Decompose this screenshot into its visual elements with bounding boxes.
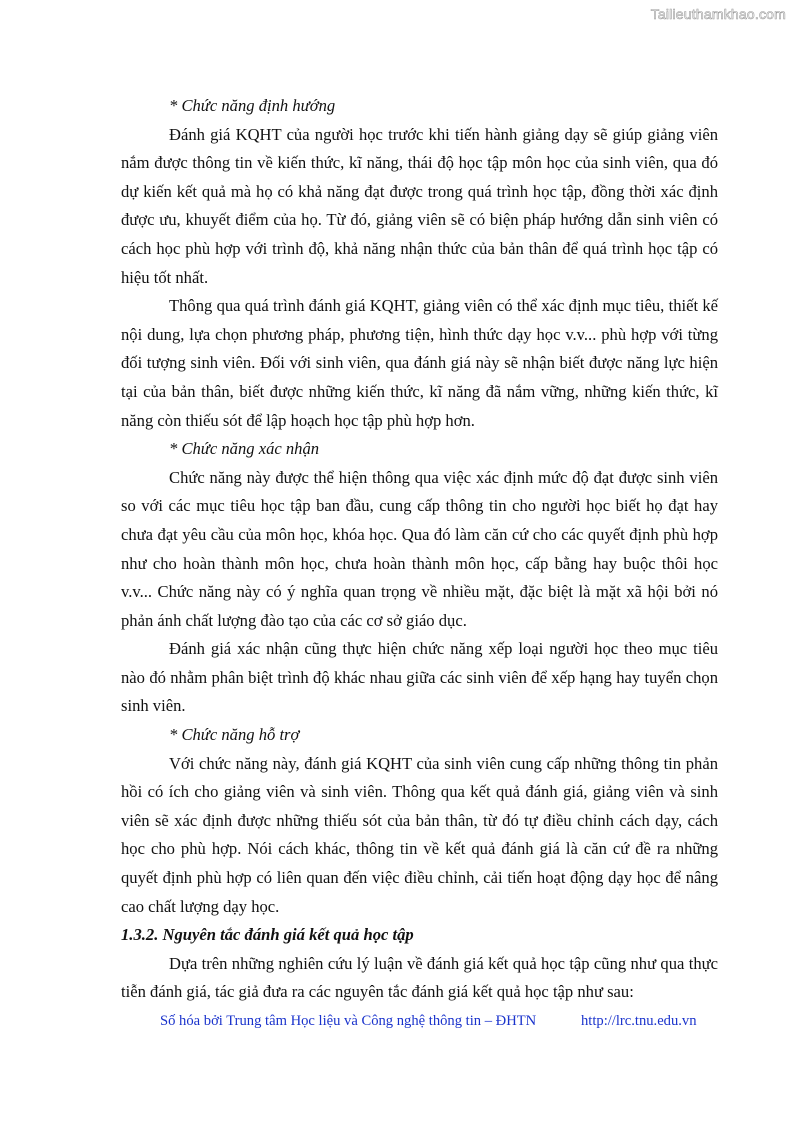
subheading-support: * Chức năng hỗ trợ <box>169 725 300 745</box>
footer-url-link[interactable]: http://lrc.tnu.edu.vn <box>581 1013 697 1029</box>
watermark-text: Tailieuthamkhao.com <box>650 6 786 22</box>
paragraph: Với chức năng này, đánh giá KQHT của sinh viên cung cấp những thông tin phản hồi có ích cho giảng viên và sinh viên. Thông qua kết quả đánh giá, giảng viên và sinh viên sẽ xác định được những thiếu sót của bản thân, từ đó tự điều chỉnh cách dạy, cách học cho phù hợp. Nói cách khác, thông tin về kết quả đánh giá là căn cứ đề ra những quyết định phù hợp có liên quan đến việc điều chỉnh, cải tiến hoạt động dạy học để nâng cao chất lượng dạy học. <box>121 753 718 916</box>
section-heading: 1.3.2. Nguyên tắc đánh giá kết quả học tập <box>121 925 414 945</box>
footer-credit: Số hóa bởi Trung tâm Học liệu và Công nghệ thông tin – ĐHTN <box>160 1013 537 1029</box>
document-body <box>121 92 718 1007</box>
subheading-confirmation: * Chức năng xác nhận <box>169 439 320 459</box>
subheading-orientation: * Chức năng định hướng <box>169 96 336 115</box>
paragraph: Dựa trên những nghiên cứu lý luận về đánh giá kết quả học tập cũng như qua thực tiễn đánh giá, tác giả đưa ra các nguyên tắc đánh giá kết quả học tập như sau: <box>121 953 718 1002</box>
paragraph: Đánh giá xác nhận cũng thực hiện chức năng xếp loại người học theo mục tiêu nào đó nhằm phân biệt trình độ khác nhau giữa các sinh viên để xếp hạng hay tuyển chọn sinh viên. <box>121 639 718 716</box>
page-footer <box>160 1013 720 1030</box>
paragraph: Đánh giá KQHT của người học trước khi tiến hành giảng dạy sẽ giúp giảng viên nắm được thông tin về kiến thức, kĩ năng, thái độ học tập môn học của sinh viên, qua đó dự kiến kết quả mà họ có khả năng đạt được trong quá trình học tập, đồng thời xác định được ưu, khuyết điểm của họ. Từ đó, giảng viên sẽ có biện pháp hướng dẫn sinh viên có cách học phù hợp với trình độ, khả năng nhận thức của bản thân để quá trình học tập có hiệu tốt nhất. <box>121 124 718 287</box>
paragraph: Chức năng này được thể hiện thông qua việc xác định mức độ đạt được sinh viên so với các mục tiêu học tập ban đầu, cung cấp thông tin cho người học biết họ đạt hay chưa đạt yêu cầu của môn học, khóa học. Qua đó làm căn cứ cho các quyết định phù hợp như cho hoàn thành môn học, chưa hoàn thành môn học, cấp bằng hay buộc thôi học v.v... Chức năng này có ý nghĩa quan trọng về nhiều mặt, đặc biệt là mặt xã hội bởi nó phản ánh chất lượng đào tạo của các cơ sở giáo dục. <box>121 467 718 630</box>
paragraph: Thông qua quá trình đánh giá KQHT, giảng viên có thể xác định mục tiêu, thiết kế nội dung, lựa chọn phương pháp, phương tiện, hình thức dạy học v.v... phù hợp với từng đối tượng sinh viên. Đối với sinh viên, qua đánh giá này sẽ nhận biết được năng lực hiện tại của bản thân, biết được những kiến thức, kĩ năng đã nắm vững, những kiến thức, kĩ năng còn thiếu sót để lập hoạch học tập phù hợp hơn. <box>121 296 718 430</box>
